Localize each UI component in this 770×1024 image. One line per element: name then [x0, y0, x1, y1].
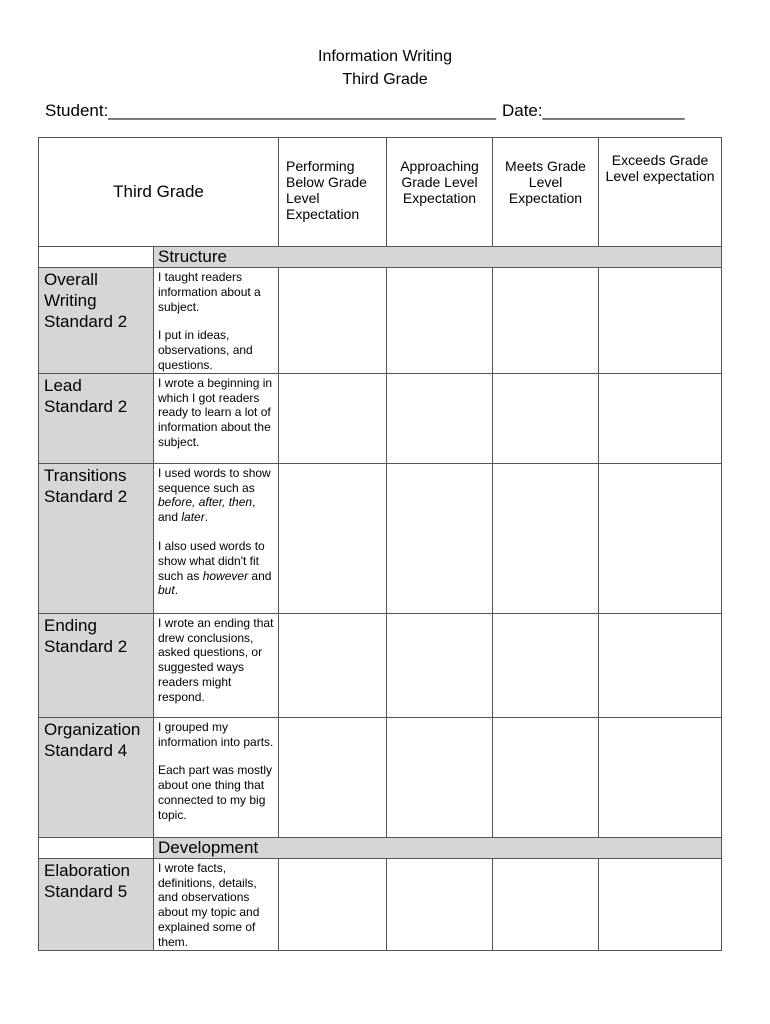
- student-field[interactable]: Student:_________________________________________: [45, 101, 496, 120]
- descriptor-cell: [154, 613, 279, 717]
- rating-cell-exceeds[interactable]: [599, 373, 722, 463]
- rating-cell-approaching[interactable]: [387, 613, 493, 717]
- column-header-below: Performing Below Grade Level Expectation: [279, 138, 387, 247]
- descriptor-text: I wrote a beginning in which I got readers ready to learn a lot of information about the subject.: [158, 375, 273, 449]
- rating-cell-meets[interactable]: [493, 858, 599, 950]
- section-label-structure: Structure: [154, 247, 722, 268]
- descriptor-cell: [154, 717, 279, 837]
- rating-cell-exceeds[interactable]: [599, 268, 722, 374]
- rubric-table: [38, 137, 722, 951]
- rating-cell-below[interactable]: [279, 858, 387, 950]
- rating-cell-below[interactable]: [279, 613, 387, 717]
- descriptor-text: I wrote facts, definitions, details, and observations about my topic and explained some of them.: [158, 860, 260, 949]
- rating-cell-exceeds[interactable]: [599, 717, 722, 837]
- rating-cell-below[interactable]: [279, 717, 387, 837]
- table-row: [39, 858, 722, 950]
- document-subtitle: Third Grade: [342, 71, 428, 88]
- standard-label: Ending Standard 2: [39, 613, 154, 717]
- descriptor-text: I wrote an ending that drew conclusions, asked questions, or suggested ways readers might respond.: [158, 615, 274, 704]
- table-row: [39, 717, 722, 837]
- student-date-line: [45, 101, 725, 121]
- section-label-development: Development: [154, 837, 722, 858]
- descriptor-text: I used words to show sequence such as before, after, then, and later.: [158, 465, 271, 525]
- rating-cell-below[interactable]: [279, 373, 387, 463]
- descriptor-text: I grouped my information into parts.: [158, 719, 274, 749]
- section-row-development: [39, 837, 722, 858]
- descriptor-cell: [154, 858, 279, 950]
- descriptor-cell: [154, 268, 279, 374]
- header-row: [39, 138, 722, 247]
- standard-label: Elaboration Standard 5: [39, 858, 154, 950]
- rating-cell-approaching[interactable]: [387, 268, 493, 374]
- descriptor-text: I also used words to show what didn't fit such as however and but.: [158, 538, 272, 598]
- rating-cell-exceeds[interactable]: [599, 463, 722, 613]
- descriptor-text: I put in ideas, observations, and questions.: [158, 328, 253, 372]
- standard-label: Transitions Standard 2: [39, 463, 154, 613]
- table-row: [39, 373, 722, 463]
- table-row: [39, 463, 722, 613]
- rating-cell-below[interactable]: [279, 463, 387, 613]
- rating-cell-meets[interactable]: [493, 268, 599, 374]
- section-row-structure: [39, 247, 722, 268]
- column-header-meets: Meets Grade Level Expectation: [493, 138, 599, 247]
- column-header-exceeds: Exceeds Grade Level expectation: [599, 138, 722, 247]
- rating-cell-exceeds[interactable]: [599, 858, 722, 950]
- standard-label: Organization Standard 4: [39, 717, 154, 837]
- descriptor-text: I taught readers information about a subject.: [158, 270, 261, 314]
- table-row: [39, 613, 722, 717]
- rating-cell-approaching[interactable]: [387, 858, 493, 950]
- rating-cell-meets[interactable]: [493, 613, 599, 717]
- rating-cell-meets[interactable]: [493, 373, 599, 463]
- descriptor-cell: [154, 463, 279, 613]
- document-title: Information Writing: [318, 48, 452, 65]
- corner-label: Third Grade: [39, 138, 279, 247]
- rating-cell-approaching[interactable]: [387, 463, 493, 613]
- table-row: [39, 268, 722, 374]
- standard-label: Lead Standard 2: [39, 373, 154, 463]
- rating-cell-exceeds[interactable]: [599, 613, 722, 717]
- rating-cell-approaching[interactable]: [387, 373, 493, 463]
- descriptor-cell: [154, 373, 279, 463]
- rating-cell-meets[interactable]: [493, 717, 599, 837]
- rating-cell-approaching[interactable]: [387, 717, 493, 837]
- column-header-approaching: Approaching Grade Level Expectation: [387, 138, 493, 247]
- rating-cell-below[interactable]: [279, 268, 387, 374]
- date-field[interactable]: Date:_______________: [501, 101, 685, 120]
- standard-label: Overall Writing Standard 2: [39, 268, 154, 374]
- descriptor-text: Each part was mostly about one thing that connected to my big topic.: [158, 763, 273, 822]
- rating-cell-meets[interactable]: [493, 463, 599, 613]
